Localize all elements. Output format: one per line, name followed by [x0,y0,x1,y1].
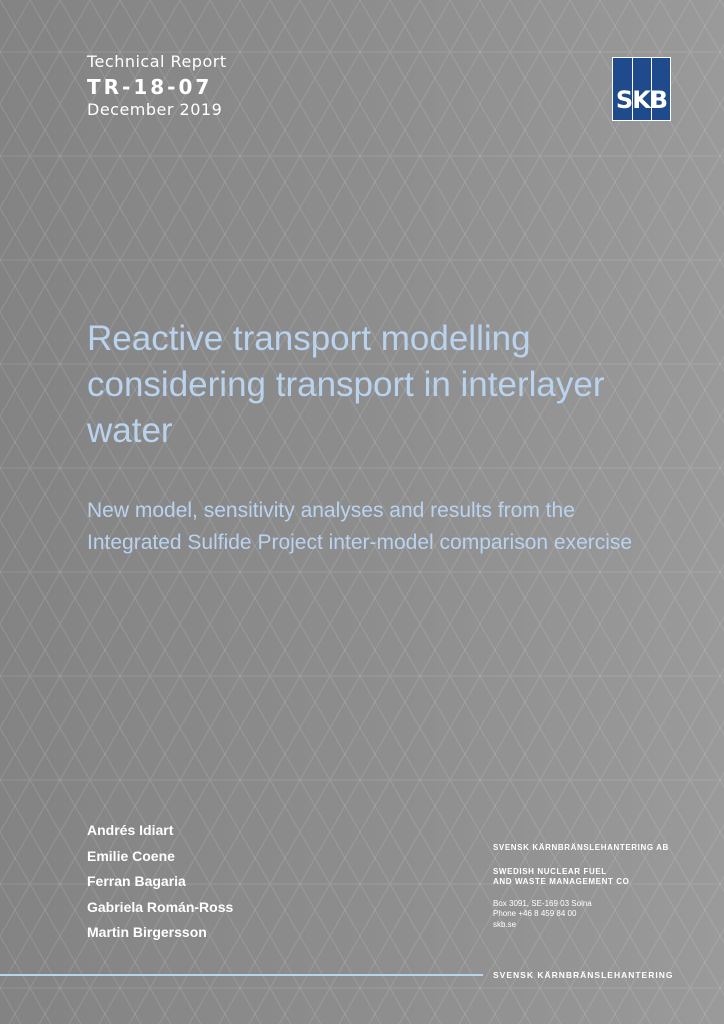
company-name-swedish: SVENSK KÄRNBRÄNSLEHANTERING AB [493,843,669,852]
report-header [87,52,227,120]
author-name: Gabriela Román-Ross [87,898,234,915]
author-name: Martin Birgersson [87,924,207,940]
company-info [493,843,703,930]
author-list [87,820,233,948]
document-subtitle: New model, sensitivity analyses and results from the Integrated Sulfide Project inter-model comparison exercise [87,499,633,554]
company-address: Box 3091, SE-169 03 Solna [493,898,592,908]
company-website: skb.se [493,919,517,929]
footer-divider [0,974,483,976]
report-date: December 2019 [87,100,223,119]
document-title: Reactive transport modelling considering transport in interlayer water [87,319,605,450]
company-name-english-line2: AND WASTE MANAGEMENT CO [493,877,630,886]
spacer [493,888,703,899]
company-name-english-line1: SWEDISH NUCLEAR FUEL [493,866,607,876]
company-phone: Phone +46 8 459 84 00 [493,909,577,918]
footer-company-name: SVENSK KÄRNBRÄNSLEHANTERING [493,970,674,980]
author-name: Ferran Bagaria [87,873,186,889]
report-type: Technical Report [87,52,227,71]
author-name: Andrés Idiart [87,822,174,838]
skb-logo [612,57,671,121]
report-number: TR-18-07 [87,75,213,99]
logo-text: SKB [615,86,668,114]
spacer [493,854,703,867]
author-name: Emilie Coene [87,847,175,864]
